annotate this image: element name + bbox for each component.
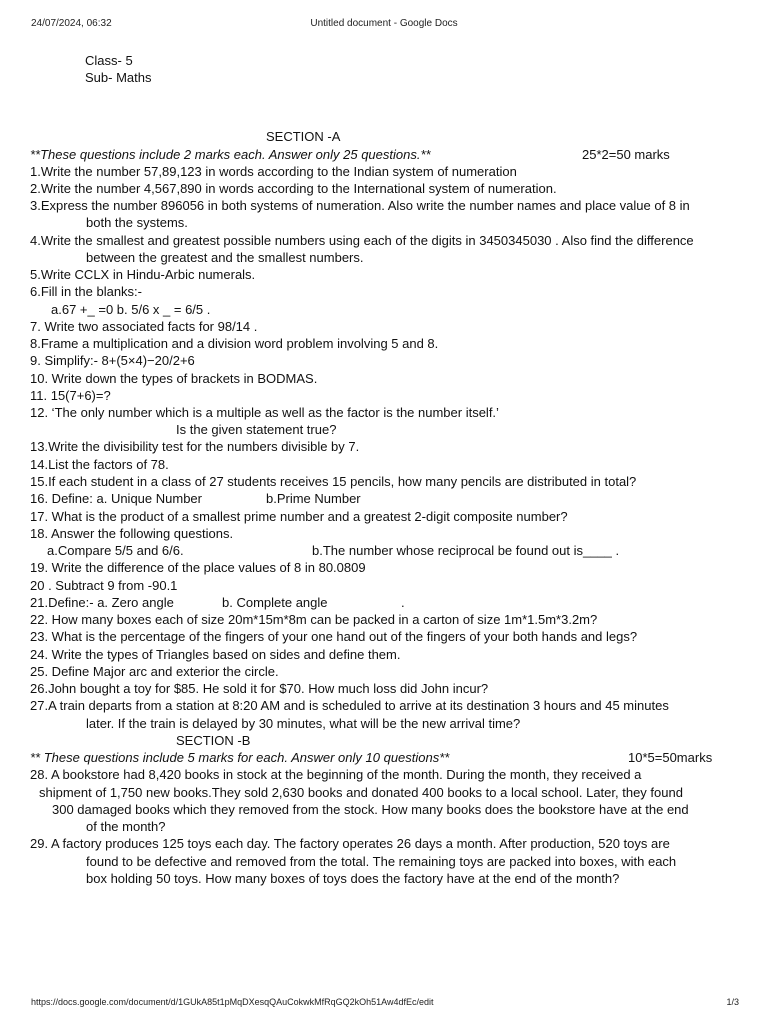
- page-number: 1/3: [726, 997, 739, 1007]
- question-8: 8.Frame a multiplication and a division word problem involving 5 and 8.: [30, 336, 439, 351]
- question-16: 16. Define: a. Unique Number: [30, 491, 202, 506]
- question-9: 9. Simplify:- 8+(5×4)−20/2+6: [30, 353, 195, 368]
- question-1: 1.Write the number 57,89,123 in words according to the Indian system of numeration: [30, 164, 517, 179]
- question-6: 6.Fill in the blanks:-: [30, 284, 142, 299]
- print-doc-title: Untitled document - Google Docs: [310, 18, 458, 29]
- question-24: 24. Write the types of Triangles based on sides and define them.: [30, 647, 401, 662]
- question-4: 4.Write the smallest and greatest possible numbers using each of the digits in 3450345030 . Also find the difference: [30, 233, 694, 248]
- question-20: 20 . Subtract 9 from -90.1: [30, 578, 178, 593]
- question-29: 29. A factory produces 125 toys each day. The factory operates 26 days a month. After production, 520 toys are: [30, 836, 670, 851]
- section-a-marks: 25*2=50 marks: [582, 147, 670, 162]
- question-17: 17. What is the product of a smallest prime number and a greatest 2-digit composite number?: [30, 509, 568, 524]
- question-25: 25. Define Major arc and exterior the circle.: [30, 664, 279, 679]
- question-18: 18. Answer the following questions.: [30, 526, 234, 541]
- question-2: 2.Write the number 4,567,890 in words according to the International system of numeration.: [30, 181, 557, 196]
- subject-label: Sub- Maths: [85, 70, 152, 85]
- question-7: 7. Write two associated facts for 98/14 .: [30, 319, 258, 334]
- question-16-part-b: b.Prime Number: [266, 491, 361, 506]
- question-14: 14.List the factors of 78.: [30, 457, 169, 472]
- question-21-part-b: b. Complete angle: [222, 595, 328, 610]
- question-29-line-2: found to be defective and removed from the total. The remaining toys are packed into boxes, with each: [86, 854, 677, 869]
- question-3-cont: both the systems.: [86, 215, 188, 230]
- question-19: 19. Write the difference of the place values of 8 in 80.0809: [30, 560, 366, 575]
- document-url: https://docs.google.com/document/d/1GUkA85t1pMqDXesqQAuCokwkMfRqGQ2kOh51Aw4dfEc/edit: [31, 997, 434, 1007]
- section-b-instruction: ** These questions include 5 marks for each. Answer only 10 questions**: [30, 750, 450, 765]
- class-label: Class- 5: [85, 53, 133, 68]
- question-12-cont: Is the given statement true?: [176, 422, 337, 437]
- question-3: 3.Express the number 896056 in both systems of numeration. Also write the number names and place value of 8 in: [30, 198, 690, 213]
- question-11: 11. 15(7+6)=?: [30, 388, 111, 403]
- question-13: 13.Write the divisibility test for the numbers divisible by 7.: [30, 439, 360, 454]
- section-a-instruction: **These questions include 2 marks each. Answer only 25 questions.**: [30, 147, 431, 162]
- question-26: 26.John bought a toy for $85. He sold it for $70. How much loss did John incur?: [30, 681, 489, 696]
- question-5: 5.Write CCLX in Hindu-Arbic numerals.: [30, 267, 256, 282]
- question-22: 22. How many boxes each of size 20m*15m*8m can be packed in a carton of size 1m*1.5m*3.2m?: [30, 612, 598, 627]
- question-27: 27.A train departs from a station at 8:20 AM and is scheduled to arrive at its destination 3 hours and 45 minutes: [30, 698, 669, 713]
- question-29-line-3: box holding 50 toys. How many boxes of toys does the factory have at the end of the month?: [86, 871, 620, 886]
- question-18-part-b: b.The number whose reciprocal be found out is____ .: [312, 543, 620, 558]
- question-23: 23. What is the percentage of the fingers of your one hand out of the fingers of your both hands and legs?: [30, 629, 638, 644]
- section-a-heading: SECTION -A: [266, 129, 341, 144]
- section-b-heading: SECTION -B: [176, 733, 251, 748]
- question-28-line-4: of the month?: [86, 819, 166, 834]
- section-b-marks: 10*5=50marks: [628, 750, 713, 765]
- question-6-parts: a.67 +_ =0 b. 5/6 x _ = 6/5 .: [51, 302, 211, 317]
- question-15: 15.If each student in a class of 27 students receives 15 pencils, how many pencils are distributed in total?: [30, 474, 637, 489]
- question-28-line-3: 300 damaged books which they removed from the stock. How many books does the bookstore have at the end: [52, 802, 689, 817]
- question-12: 12. ‘The only number which is a multiple as well as the factor is the number itself.’: [30, 405, 499, 420]
- print-datetime: 24/07/2024, 06:32: [31, 18, 112, 29]
- question-18-part-a: a.Compare 5/5 and 6/6.: [47, 543, 184, 558]
- question-21-dot: .: [401, 595, 405, 610]
- question-28: 28. A bookstore had 8,420 books in stock at the beginning of the month. During the month, they received a: [30, 767, 642, 782]
- question-4-cont: between the greatest and the smallest numbers.: [86, 250, 364, 265]
- question-21: 21.Define:- a. Zero angle: [30, 595, 174, 610]
- question-10: 10. Write down the types of brackets in BODMAS.: [30, 371, 318, 386]
- question-27-cont: later. If the train is delayed by 30 minutes, what will be the new arrival time?: [86, 716, 521, 731]
- question-28-line-2: shipment of 1,750 new books.They sold 2,630 books and donated 400 books to a local school. Later, they found: [39, 785, 683, 800]
